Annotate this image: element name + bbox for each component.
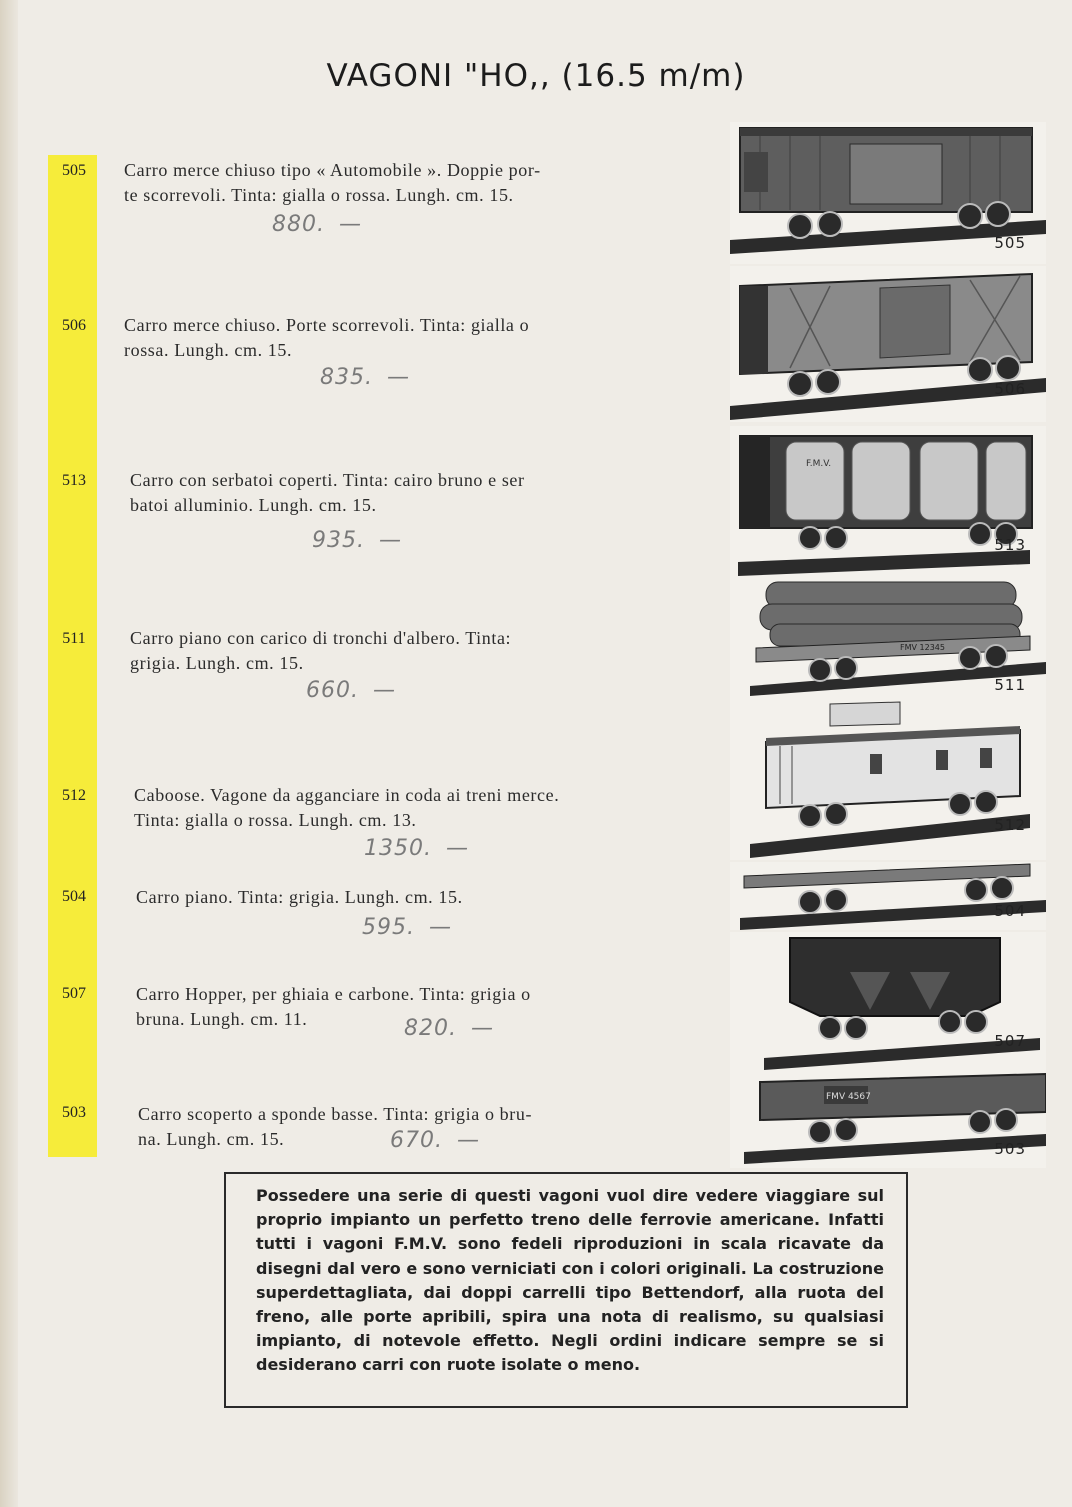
item-code: 506: [62, 317, 86, 334]
desc-line: Carro piano. Tinta: grigia. Lungh. cm. 15.: [136, 887, 463, 907]
handwritten-price: 880. —: [272, 212, 362, 237]
desc-line: Carro merce chiuso. Porte scorrevoli. Tinta: gialla o: [124, 315, 530, 335]
item-code: 512: [62, 787, 86, 804]
handwritten-price: 1350. —: [364, 836, 469, 861]
handwritten-price: 835. —: [320, 365, 410, 390]
desc-line: Carro con serbatoi coperti. Tinta: cairo bruno e ser: [130, 470, 525, 490]
photo-caption: 513: [994, 536, 1026, 554]
info-box-text: Possedere una serie di questi vagoni vuol dire vedere viaggiare sul proprio impianto un perfetto treno delle ferrovie americane. Infatti tutti i vagoni F.M.V. sono fedeli riproduzioni in scala ricavate da disegni dal vero e sono verniciati con i colori originali. La costruzione superdettagliata, dai doppi carrelli tipo Bettendorf, alla ruota del freno, alle porte apribili, spira una nota di realismo, su qualsiasi impianto, di notevole effetto. Negli ordini indicare sempre se si desiderano carri con ruote isolate o meno.: [256, 1186, 884, 1375]
photo-caption: 511: [994, 676, 1026, 694]
flatcar-marking: FMV 12345: [900, 643, 945, 652]
desc-line: Carro Hopper, per ghiaia e carbone. Tinta: grigia o: [136, 984, 531, 1004]
item-code: 505: [62, 162, 86, 179]
item-description: [124, 313, 714, 363]
caboose-photo: [730, 696, 1046, 860]
photo-caption: 506: [994, 380, 1026, 398]
boxcar-automobile-photo: [730, 122, 1046, 264]
boxcar-photo: [730, 266, 1046, 422]
gondola-photo: [730, 1072, 1046, 1168]
item-description: [130, 468, 720, 518]
desc-line: te scorrevoli. Tinta: gialla o rossa. Lungh. cm. 15.: [124, 185, 514, 205]
item-code: 503: [62, 1104, 86, 1121]
tank-marking: F.M.V.: [806, 459, 832, 469]
desc-line: batoi alluminio. Lungh. cm. 15.: [130, 495, 377, 515]
photo-caption: 504: [994, 902, 1026, 920]
flat-car-photo: [730, 862, 1046, 930]
handwritten-price: 660. —: [306, 678, 396, 703]
tank-car-photo: [730, 426, 1046, 578]
item-description: [124, 158, 714, 208]
handwritten-price: 820. —: [404, 1016, 494, 1041]
photo-caption: 507: [994, 1032, 1026, 1050]
handwritten-price: 595. —: [362, 915, 452, 940]
page-binding-edge: [0, 0, 18, 1507]
item-code: 511: [62, 630, 86, 647]
item-code: 513: [62, 472, 86, 489]
handwritten-price: 670. —: [390, 1128, 480, 1153]
info-box: [224, 1172, 908, 1408]
hopper-car-photo: [730, 932, 1046, 1072]
desc-line: Tinta: gialla o rossa. Lungh. cm. 13.: [134, 810, 417, 830]
item-description: [134, 783, 724, 833]
desc-line: Carro piano con carico di tronchi d'albero. Tinta:: [130, 628, 512, 648]
item-description: [130, 626, 720, 676]
desc-line: bruna. Lungh. cm. 11.: [136, 1009, 308, 1029]
code-highlight-bar: [48, 155, 97, 1157]
gondola-marking: FMV 4567: [826, 1092, 871, 1102]
photo-caption: 512: [994, 816, 1026, 834]
desc-line: Carro merce chiuso tipo « Automobile ». Doppie por-: [124, 160, 541, 180]
photo-caption: 505: [994, 234, 1026, 252]
photo-caption: 503: [994, 1140, 1026, 1158]
handwritten-price: 935. —: [312, 528, 402, 553]
desc-line: Caboose. Vagone da agganciare in coda ai treni merce.: [134, 785, 560, 805]
desc-line: grigia. Lungh. cm. 15.: [130, 653, 304, 673]
log-car-photo: [730, 578, 1046, 696]
item-description: [136, 885, 726, 910]
desc-line: Carro scoperto a sponde basse. Tinta: grigia o bru-: [138, 1104, 533, 1124]
desc-line: na. Lungh. cm. 15.: [138, 1129, 285, 1149]
page-title: VAGONI "HO,, (16.5 m/m): [326, 58, 746, 94]
desc-line: rossa. Lungh. cm. 15.: [124, 340, 293, 360]
item-code: 504: [62, 888, 86, 905]
item-code: 507: [62, 985, 86, 1002]
